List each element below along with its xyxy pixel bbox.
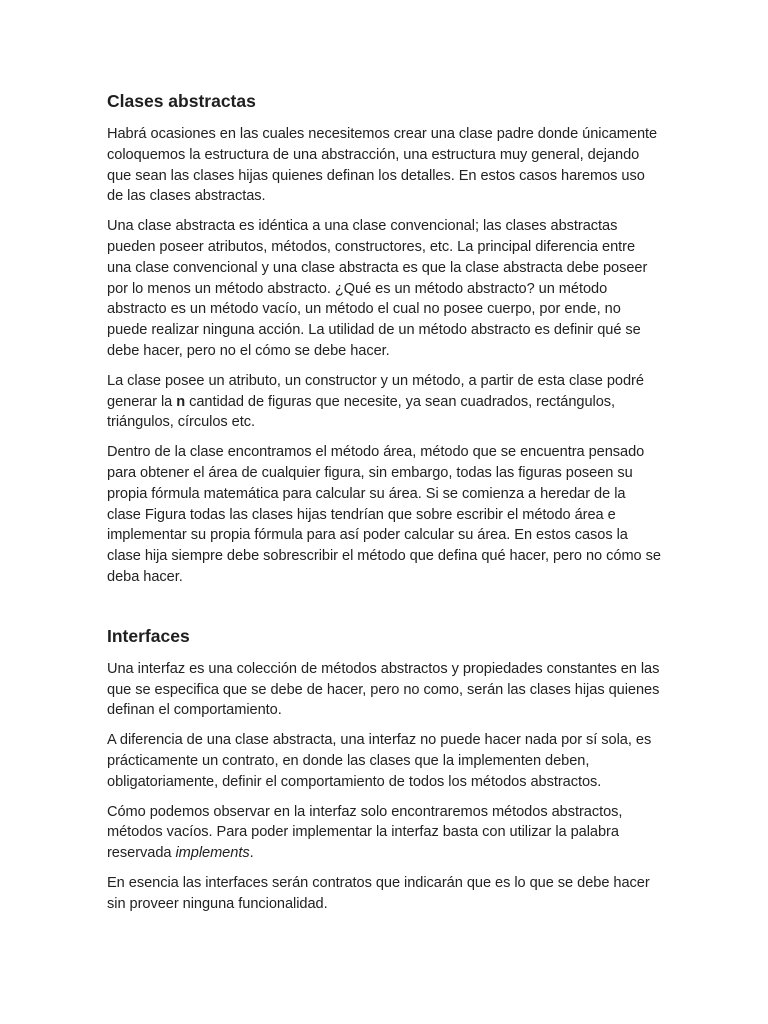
paragraph: En esencia las interfaces serán contratos que indicarán que es lo que se debe hacer sin proveer ninguna funcionalidad.	[107, 874, 650, 912]
paragraph-text: Cómo podemos observar en la interfaz solo encontraremos métodos abstractos, métodos vacíos. Para poder implementar la interfaz basta con utilizar la palabra reservada	[107, 803, 623, 862]
bold-term: n	[176, 393, 186, 410]
paragraph: Una interfaz es una colección de métodos abstractos y propiedades constantes en las que se especifica que se debe de hacer, pero no como, serán las clases hijas quienes definan el comportamiento.	[107, 660, 660, 719]
paragraph-text: La clase posee un atributo, un constructor y un método, a partir de esta clase podré generar la	[107, 372, 644, 410]
italic-term: implements	[175, 845, 250, 862]
section-interfaces	[107, 623, 662, 915]
paragraph: A diferencia de una clase abstracta, una interfaz no puede hacer nada por sí sola, es prácticamente un contrato, en donde las clases que la implementen deben, obligatoriamente, definir el comportamiento de todos los métodos abstractos.	[107, 732, 652, 790]
paragraph: Una clase abstracta es idéntica a una clase convencional; las clases abstractas pueden poseer atributos, métodos, constructores, etc. La principal diferencia entre una clase convencional y una clase abstracta es que la clase abstracta debe poseer por lo menos un método abstracto. ¿Qué es un método abstracto? un método abstracto es un método vacío, un método el cual no posee cuerpo, por ende, no puede realizar ninguna acción. La utilidad de un método abstracto es definir qué se debe hacer, pero no el cómo se debe hacer.	[107, 218, 648, 359]
paragraph-text: .	[249, 845, 254, 862]
paragraph	[107, 802, 662, 864]
paragraph-text: cantidad de figuras que necesite, ya sean cuadrados, rectángulos, triángulos, círculos etc.	[107, 393, 616, 431]
section-spacer	[107, 597, 662, 623]
paragraph: Dentro de la clase encontramos el método área, método que se encuentra pensado para obtener el área de cualquier figura, sin embargo, todas las figuras poseen su propia fórmula matemática para calcular su área. Si se comienza a heredar de la clase Figura todas las clases hijas tendrían que sobre escribir el método área e implementar su propia fórmula para así poder calcular su área. En estos casos la clase hija siempre debe sobrescribir el método que defina qué hacer, pero no cómo se deba hacer.	[107, 444, 661, 585]
paragraph	[107, 371, 662, 433]
document-page	[107, 88, 662, 924]
section-clases-abstractas	[107, 88, 662, 588]
paragraph: Habrá ocasiones en las cuales necesitemos crear una clase padre donde únicamente coloquemos la estructura de una abstracción, una estructura muy general, dejando que sean las clases hijas quienes definan los detalles. En estos casos haremos uso de las clases abstractas.	[107, 126, 658, 205]
section-heading: Interfaces	[107, 625, 190, 646]
section-heading: Clases abstractas	[107, 91, 256, 111]
